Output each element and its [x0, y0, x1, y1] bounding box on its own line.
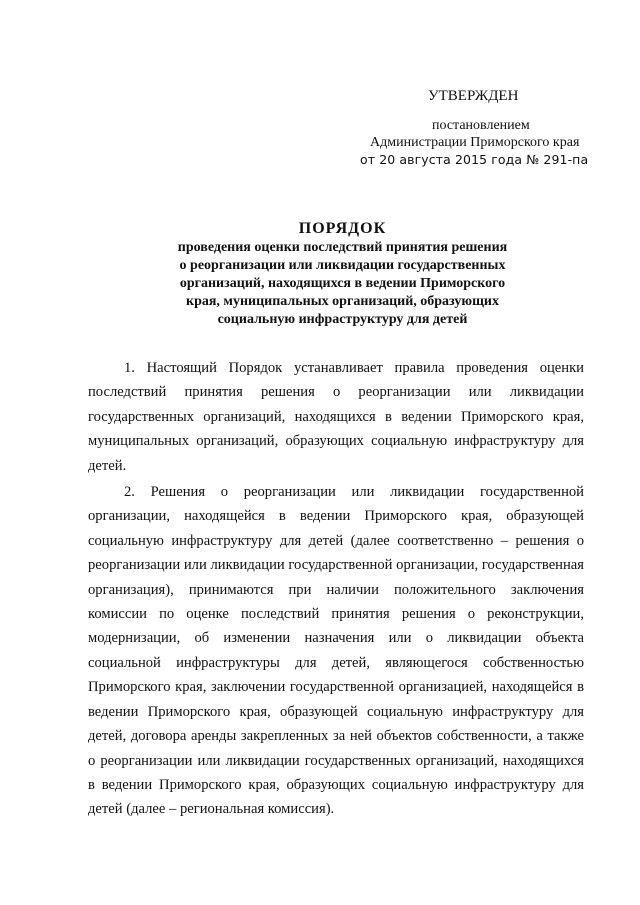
document-title: ПОРЯДОК — [298, 220, 387, 237]
body-paragraph-1: 1. Настоящий Порядок устанавливает правила проведения оценки последствий принятия решения о реорганизации или ликвидации государственных организаций, находящихся в ведении Приморского края, муниципальных организаций, образующих социальную инфраструктуру для детей. — [88, 360, 584, 474]
body-paragraph-2: 2. Решения о реорганизации или ликвидации государственной организации, находящейся в ведении Приморского края, образующей социальную инфраструктуру для детей (далее соответственно – решения о реорганизации или ликвидации государственной организации, государственная организация), принимаются при наличии положительного заключения комиссии по оценке последствий принятия решения о реконструкции, модернизации, об изменении назначения или о ликвидации объекта социальной инфраструктуры для детей, являющегося собственностью Приморского края, заключении государственной организацией, находящейся в ведении Приморского края, образующей социальную инфраструктуру для детей, договора аренды закрепленных за ней объектов собственности, а также о реорганизации или ликвидации государственных организаций, находящихся в ведении Приморского края, образующих социальную инфраструктуру для детей (далее – региональная комиссия). — [88, 484, 584, 818]
document-subtitle-line: края, муниципальных организаций, образующих — [186, 294, 499, 309]
document-body — [88, 356, 584, 824]
document-subtitle-line: о реорганизации или ликвидации государственных — [179, 258, 506, 273]
approval-date-number: от 20 августа 2015 года № 291-па — [360, 152, 589, 167]
approval-resolution-label: постановлением — [432, 118, 530, 133]
document-title-block — [140, 220, 545, 329]
approval-heading: УТВЕРЖДЕН — [428, 88, 519, 104]
document-subtitle-line: проведения оценки последствий принятия решения — [177, 240, 508, 255]
document-subtitle-line: организаций, находящихся в ведении Приморского — [179, 276, 506, 291]
approval-stamp — [360, 88, 610, 168]
document-subtitle-line: социальную инфраструктуру для детей — [217, 312, 468, 327]
approval-issuer: Администрации Приморского края — [370, 135, 580, 150]
